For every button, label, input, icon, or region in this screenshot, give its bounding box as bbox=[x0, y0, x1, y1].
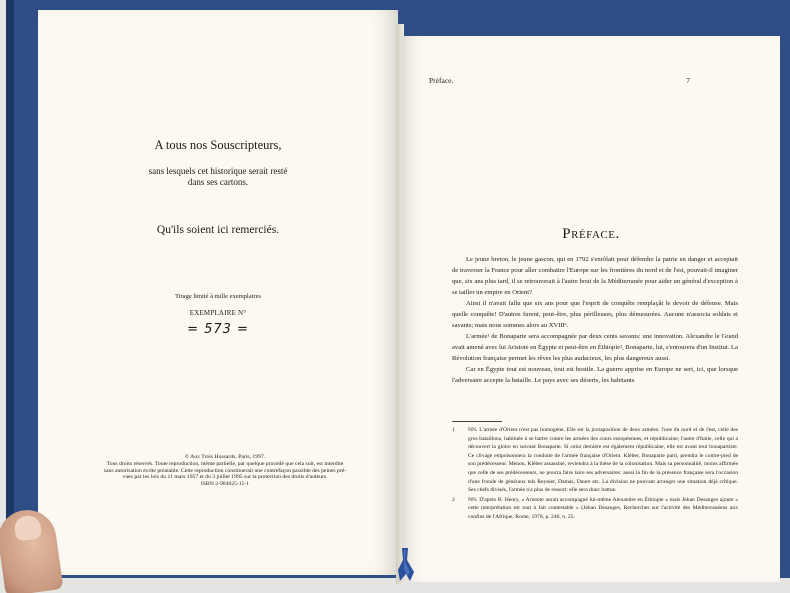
dedication-subtitle bbox=[38, 166, 398, 188]
copyright-line: vues par les lois du 11 mars 1957 et du 3 juillet 1995 sur la protection des droits d'auteurs. bbox=[122, 474, 328, 481]
running-head: Préface. bbox=[429, 76, 454, 85]
paragraph: Ainsi il n'avait fallu que six ans pour que l'esprit de conquête remplaçât le devoir de défense. Mais quelle conquête! D'autres furent, peut-être, plus périlleuses, plus démesurées. Aucune n'associa soldats et savants; mais nous sommes alors au XVIIIᵉ. bbox=[452, 300, 738, 329]
paragraph: Car en Égypte tout est nouveau, tout est hostile. La guerre apprise en Europe ne sert, ici, que lorsque l'adversaire accepte la bataille. Le pays avec ses déserts, les habitants bbox=[452, 366, 738, 384]
footnote-text: NN. L'armée d'Orient n'est pas homogène. Elle est la juxtaposition de deux armées: l'une du nord et de l'est, celle des gros bataillons, habituée à se battre contre les armées des cours européennes, et républicaine; l'autre d'Italie, celle qui a découvert la gloire en suivant Bonaparte. Si celui dernière est également républicaine, elle est avant tout bonapartiste. Ce clivage empoisonnera la conduite de l'armée française d'Orient. Kléber, Bonaparte parti, prendra le contre-pied de son prédécesseur. Menou, Kléber assassiné, reviendra à la thèse de la colonisation. Mais sa personnalité, moins affirmée que celle de ses prédécesseurs, ne pourra faire taire ses adversaires: aussi la fin de la présence française sera l'occasion d'une fronde de généraux tels Reynier, Damas, Daure etc. La division ne pouvant arranger une situation déjà critique. Ses chefs divisés, l'armée n'a plus de ressort: elle sera donc battue. bbox=[468, 427, 738, 494]
right-page bbox=[402, 36, 780, 582]
footnotes bbox=[452, 426, 738, 523]
footnote-number: 1 bbox=[452, 427, 455, 433]
footnote-rule bbox=[452, 421, 502, 422]
print-run-note: Tirage limité à mille exemplaires bbox=[174, 293, 262, 300]
footnote bbox=[452, 426, 738, 495]
left-page bbox=[38, 10, 398, 575]
copy-number-label: EXEMPLAIRE N° bbox=[189, 309, 247, 317]
footnote-number: 2 bbox=[452, 496, 455, 503]
copyright-block bbox=[102, 454, 348, 488]
isbn: ISBN 2-904025-11-1 bbox=[200, 481, 250, 488]
fingernail bbox=[13, 514, 42, 541]
copyright-line: sans autorisation écrite préalable. Cette reproduction constituerait une contrefaçon passible des peines pré- bbox=[103, 467, 347, 474]
body-text bbox=[452, 254, 738, 386]
footnote bbox=[452, 496, 738, 522]
paragraph: L'armée¹ de Bonaparte sera accompagnée par deux cents savants: une innovation. Alexandre le Grand avait amené avec lui Aristote en Égypte et peut-être en Éthiopie², Bonaparte, lui, s'entourera d'un Institut. La Révolution française permet les rêves les plus audacieux, les plus dangereux aussi. bbox=[452, 333, 738, 362]
dedication-line: dans ses cartons. bbox=[187, 177, 249, 187]
dedication-line: sans lesquels cet historique serait resté bbox=[148, 166, 288, 176]
dedication-title: A tous nos Souscripteurs, bbox=[154, 138, 282, 152]
bookmark-ribbon-icon bbox=[394, 548, 418, 582]
page-number: 7 bbox=[686, 76, 690, 85]
copyright-line: Tous droits réservés. Toute reproduction, même partielle, par quelque procédé que cela soit, est interdite bbox=[106, 460, 344, 467]
footnote-text: NN. D'après R. Henry, « Aristote aurait accompagné lui-même Alexandre en Éthiopie » mais Jehan Desanges ajoute « cette interprétation est tout à fait contestable » (Jehan Desanges, Recherches sur l'activité des Méditerranéens aux confins de l'Afrique, Rome, 1978, p. 246, n. 25. bbox=[468, 496, 738, 520]
copy-number-handwritten: = 573 = bbox=[187, 322, 249, 337]
copyright-line: © Aux Trois Hussards, Paris, 1997. bbox=[184, 454, 266, 460]
thanks-line: Qu'ils soient ici remerciés. bbox=[156, 224, 280, 236]
paragraph: Le jeune breton, le jeune gascon, qui en 1792 s'enrôlait pour défendre la patrie en danger et acceptait de traverser la France pour aller combattre l'Europe sur les frontières du nord et de l'est, pouvait-il imaginer que, six ans plus tard, il se retrouverait à l'autre bout de la Méditerranée pour aider un général d'exception à se tailler un empire en Orient? bbox=[452, 256, 738, 296]
chapter-title: Préface. bbox=[562, 226, 620, 242]
